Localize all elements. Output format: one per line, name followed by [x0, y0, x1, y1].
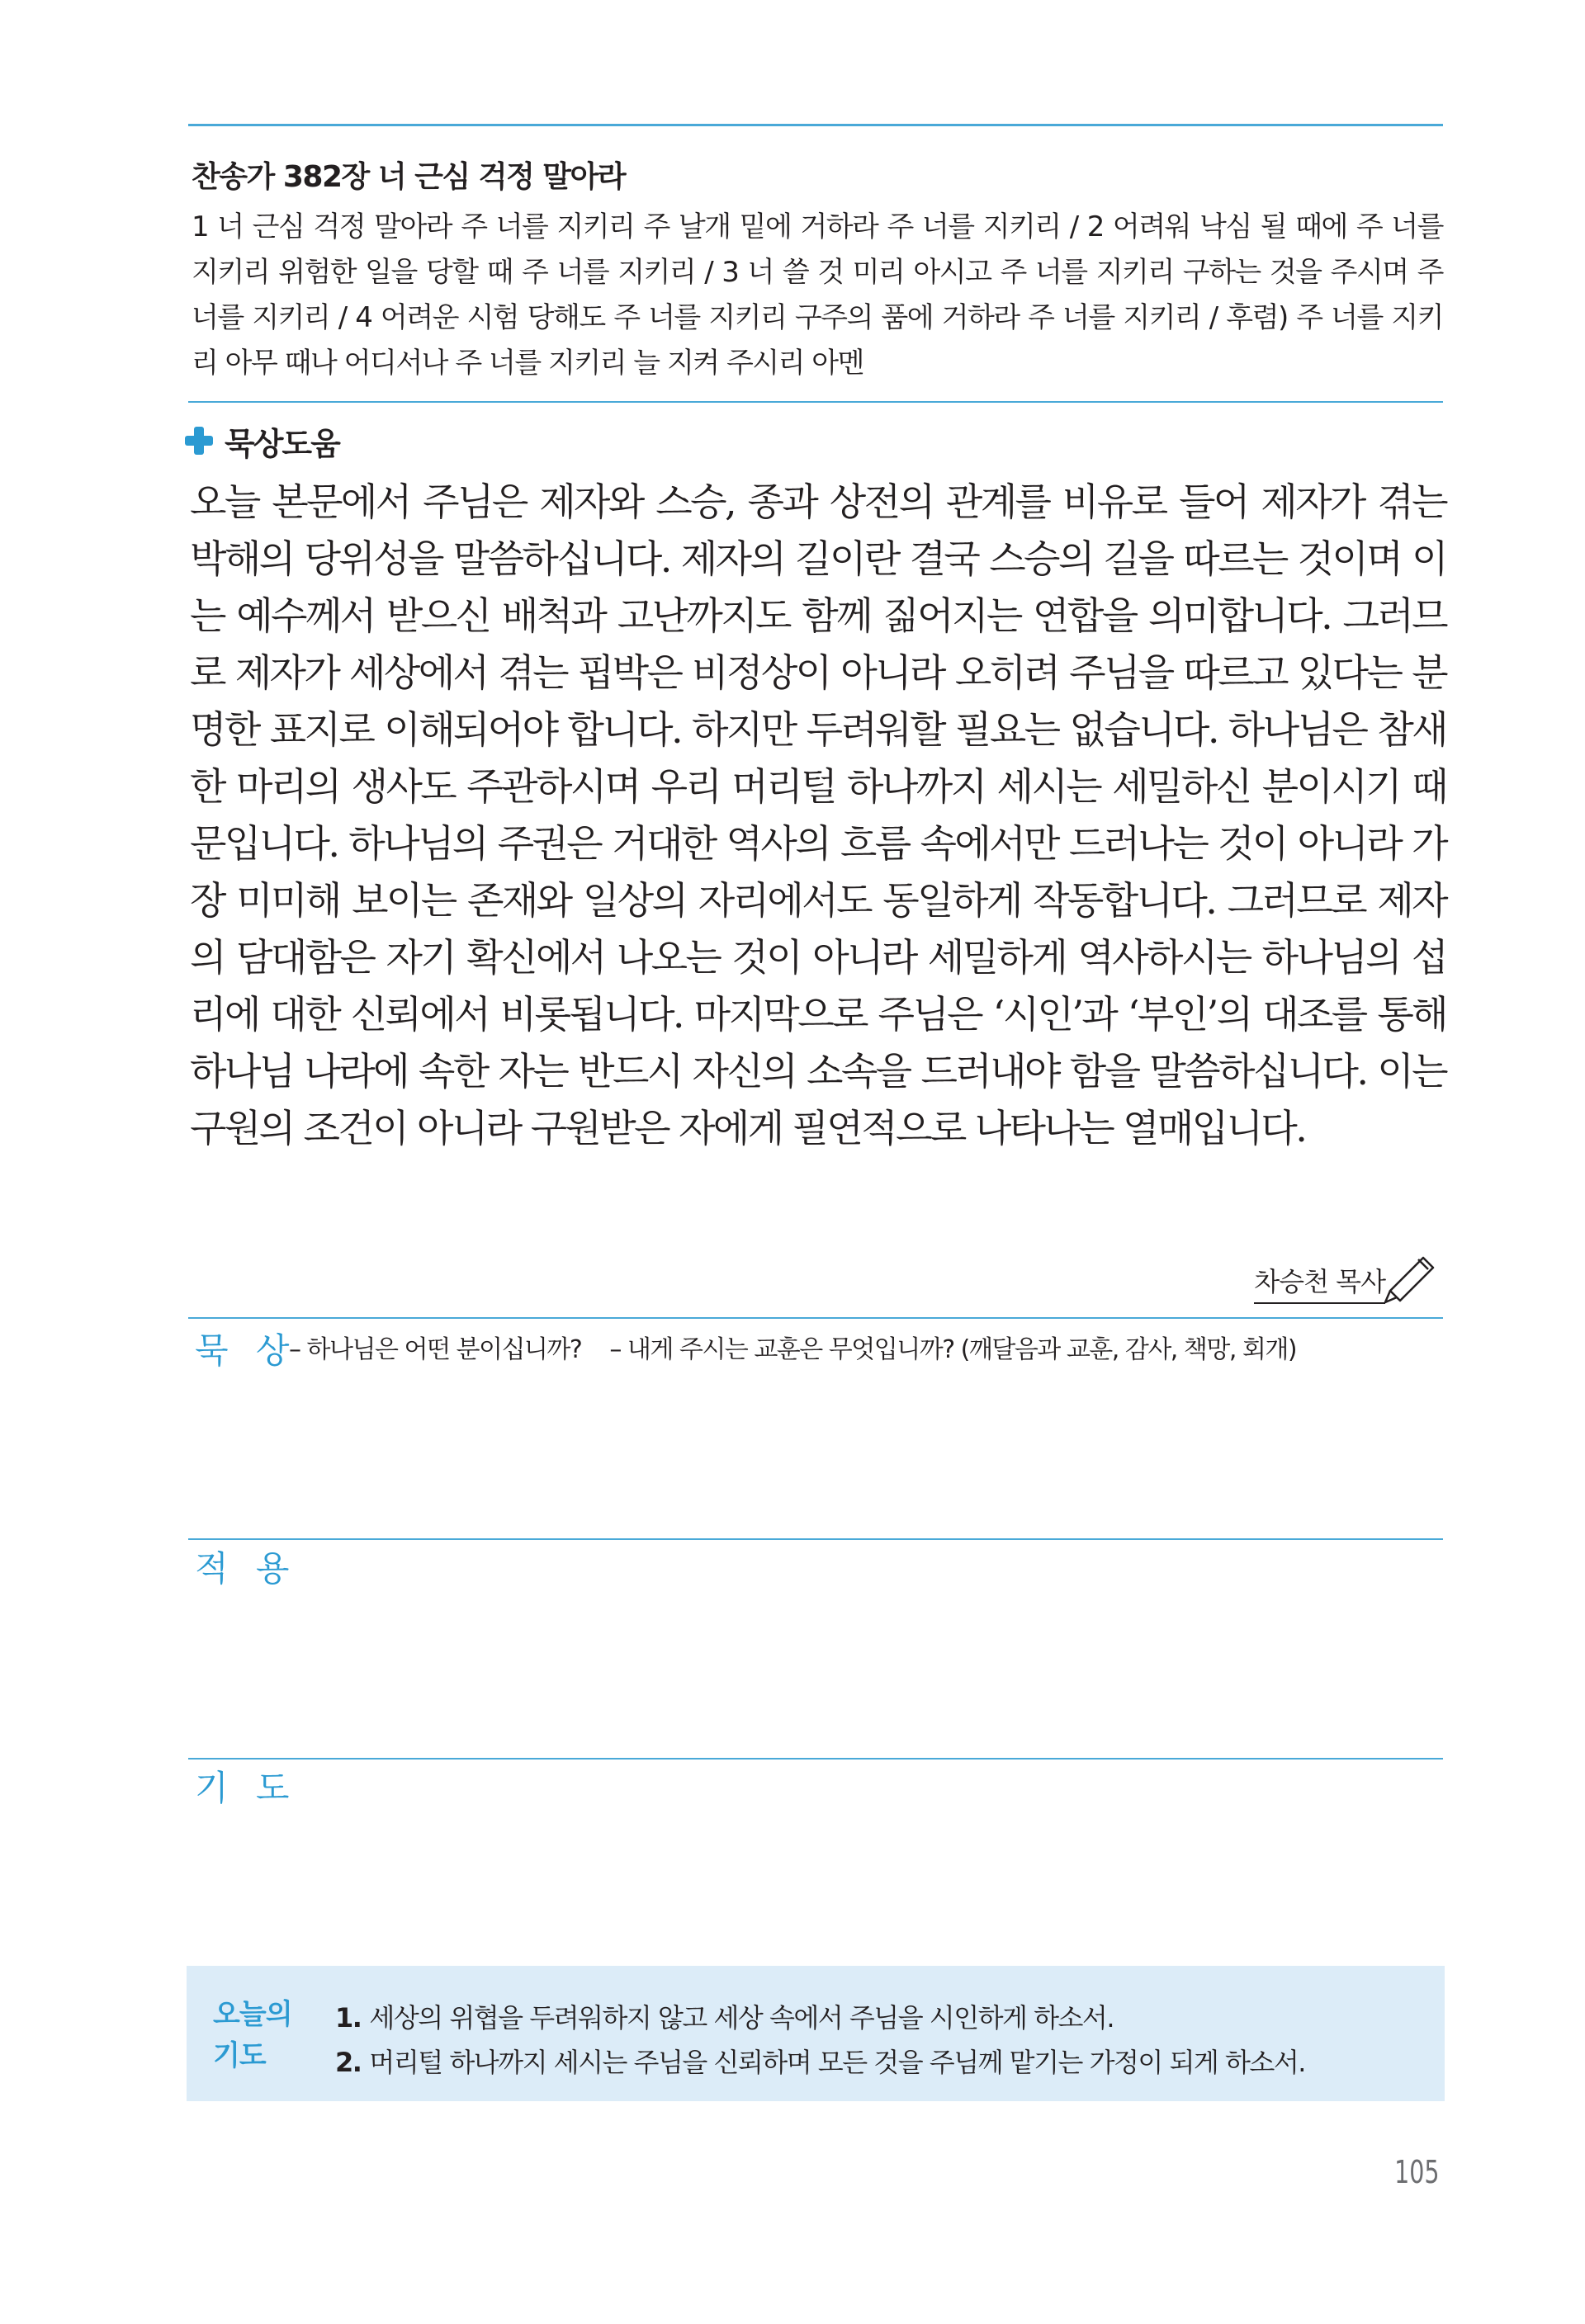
prayer-item-number: 2.	[335, 2047, 362, 2078]
todays-prayer-label-line2: 기도	[213, 2039, 266, 2072]
hymn-bottom-rule	[188, 401, 1443, 403]
application-rule	[188, 1538, 1443, 1540]
todays-prayer-items	[335, 1996, 1305, 2085]
prayer-rule	[188, 1758, 1443, 1760]
todays-prayer-label	[213, 1994, 292, 2076]
todays-prayer-label-line1: 오늘의	[213, 1998, 292, 2031]
hymn-title: 찬송가 382장 너 근심 걱정 말아라	[192, 160, 626, 194]
meditation-question-lesson: – 내게 주시는 교훈은 무엇입니까? (깨달음과 교훈, 감사, 책망, 회개)	[609, 1335, 1297, 1364]
pencil-icon	[1380, 1253, 1440, 1304]
prayer-label: 기 도	[195, 1768, 298, 1808]
prayer-item-text: 세상의 위협을 두려워하지 않고 세상 속에서 주님을 시인하게 하소서.	[369, 2002, 1114, 2034]
application-label: 적 용	[195, 1548, 298, 1589]
page-number: 105	[1394, 2154, 1440, 2190]
author-name: 차승천 목사	[1254, 1261, 1385, 1304]
prayer-item	[335, 1996, 1305, 2040]
prayer-item-number: 1.	[335, 2002, 362, 2034]
author-signature	[1254, 1253, 1440, 1304]
todays-prayer-box	[187, 1966, 1445, 2101]
meditation-aid-heading	[183, 418, 339, 464]
prayer-item-text: 머리털 하나까지 세시는 주님을 신뢰하며 모든 것을 주님께 맡기는 가정이 되게 하소서.	[369, 2047, 1305, 2078]
meditation-question-god: – 하나님은 어떤 분이십니까?	[289, 1335, 582, 1364]
meditation-questions	[289, 1329, 1296, 1365]
hymn-lyrics: 1 너 근심 걱정 말아라 주 너를 지키리 주 날개 밑에 거하라 주 너를 지키리 / 2 어려워 낙심 될 때에 주 너를 지키리 위험한 일을 당할 때 주 너를 지키리 / 3 너 쓸 것 미리 아시고 주 너를 지키리 구하는 것을 주시며 주 너를 지키리 / 4 어려운 시험 당해도 주 너를 지키리 구주의 품에 거하라 주 너를 지키리 / 후렴) 주 너를 지키리 아무 때나 어디서나 주 너를 지키리 늘 지켜 주시리 아멘	[192, 210, 1443, 380]
plus-icon	[183, 425, 215, 456]
top-rule	[188, 124, 1443, 126]
meditation-aid-title: 묵상도움	[225, 425, 339, 462]
prayer-item	[335, 2040, 1305, 2085]
meditation-aid-body: 오늘 본문에서 주님은 제자와 스승, 종과 상전의 관계를 비유로 들어 제자가 겪는 박해의 당위성을 말씀하십니다. 제자의 길이란 결국 스승의 길을 따르는 것이며 이는 예수께서 받으신 배척과 고난까지도 함께 짊어지는 연합을 의미합니다. 그러므로 제자가 세상에서 겪는 핍박은 비정상이 아니라 오히려 주님을 따르고 있다는 분명한 표지로 이해되어야 합니다. 하지만 두려워할 필요는 없습니다. 하나님은 참새 한 마리의 생사도 주관하시며 우리 머리털 하나까지 세시는 세밀하신 분이시기 때문입니다. 하나님의 주권은 거대한 역사의 흐름 속에서만 드러나는 것이 아니라 가장 미미해 보이는 존재와 일상의 자리에서도 동일하게 작동합니다. 그러므로 제자의 담대함은 자기 확신에서 나오는 것이 아니라 세밀하게 역사하시는 하나님의 섭리에 대한 신뢰에서 비롯됩니다. 마지막으로 주님은 ‘시인’과 ‘부인’의 대조를 통해 하나님 나라에 속한 자는 반드시 자신의 소속을 드러내야 함을 말씀하십니다. 이는 구원의 조건이 아니라 구원받은 자에게 필연적으로 나타나는 열매입니다.	[190, 479, 1446, 1150]
meditation-rule	[188, 1317, 1443, 1319]
meditation-label: 묵 상	[195, 1330, 298, 1371]
